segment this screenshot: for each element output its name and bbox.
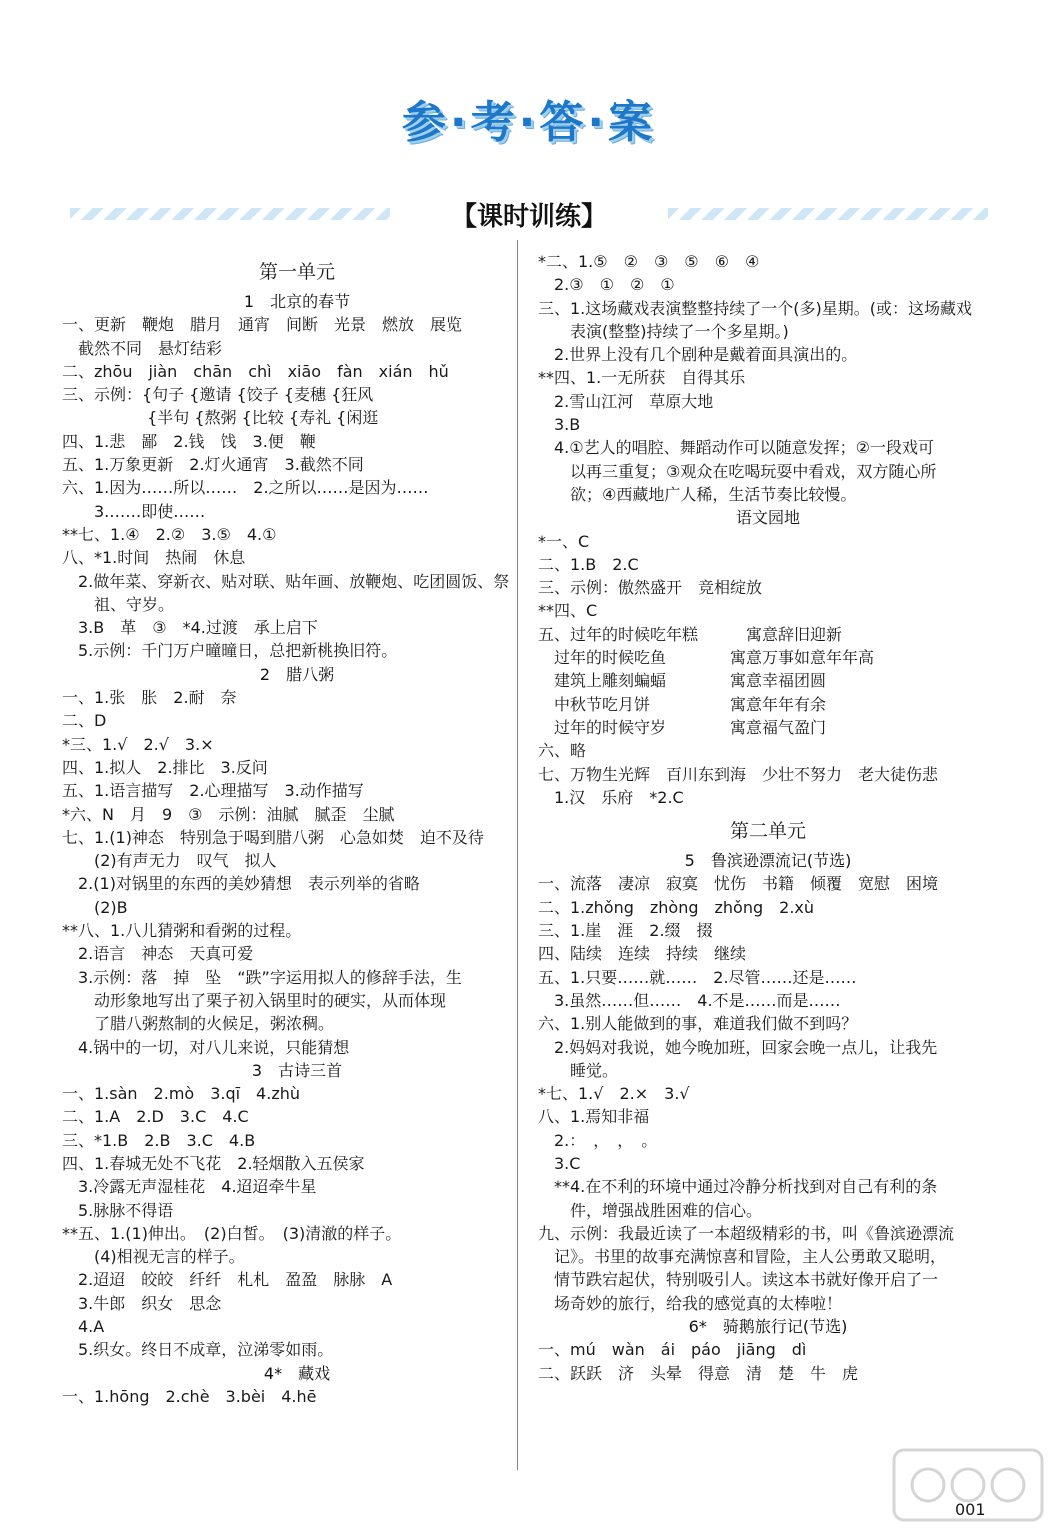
answer-line: 五、1.语言描写 2.心理描写 3.动作描写 bbox=[62, 781, 364, 801]
section-title: 【课时训练】 bbox=[450, 202, 607, 232]
answer-line: 情节跌宕起伏，特别吸引人。读这本书就好像开启了一 bbox=[538, 1270, 939, 1290]
answer-line: 动形象地写出了栗子初入锅里时的硬实，从而体现 bbox=[62, 990, 447, 1010]
answer-line: 一、1.hōng 2.chè 3.bèi 4.hē bbox=[62, 1386, 317, 1406]
answer-line: *七、1.√ 2.× 3.√ bbox=[538, 1084, 690, 1104]
column-divider bbox=[517, 240, 518, 1470]
answer-line: 3.冷露无声湿桂花 4.迢迢牵牛星 bbox=[62, 1177, 317, 1197]
answer-line: 三、示例：傲然盛开 竞相绽放 bbox=[538, 578, 763, 598]
lesson-heading: 3 古诗三首 bbox=[251, 1060, 343, 1080]
answer-line: 二、1.B 2.C bbox=[538, 554, 639, 574]
answer-line: 过年的时候吃鱼 寓意万事如意年年高 bbox=[538, 648, 875, 668]
answer-line: 3.B bbox=[538, 415, 581, 435]
answer-line: 二、跃跃 济 头晕 得意 清 楚 牛 虎 bbox=[538, 1363, 859, 1383]
answer-line: 2.(1)对锅里的东西的美妙猜想 表示列举的省略 bbox=[62, 874, 420, 894]
lesson-heading: 4* 藏戏 bbox=[263, 1363, 331, 1383]
answer-line: 三、1.这场藏戏表演整整持续了一个(多)星期。(或：这场藏戏 bbox=[538, 298, 972, 318]
answer-line: 二、zhōu jiàn chān chì xiāo fàn xián hǔ bbox=[62, 361, 449, 381]
lesson-heading: 5 鲁滨逊漂流记(节选) bbox=[684, 851, 852, 871]
answer-line: *一、C bbox=[538, 531, 590, 551]
answer-line: 二、1.A 2.D 3.C 4.C bbox=[62, 1107, 249, 1127]
answer-line: 四、1.春城无处不飞花 2.轻烟散入五侯家 bbox=[62, 1153, 365, 1173]
answer-line: **4.在不利的环境中通过冷静分析找到对自己有利的条 bbox=[538, 1177, 938, 1197]
answer-line: 一、更新 鞭炮 腊月 通宵 间断 光景 燃放 展览 bbox=[62, 315, 463, 335]
answer-line: 2.： ， ， 。 bbox=[538, 1130, 658, 1150]
answer-line: 2.妈妈对我说，她今晚加班，回家会晚一点儿，让我先 bbox=[538, 1037, 938, 1057]
answer-line: **四、C bbox=[538, 601, 598, 621]
answer-line: 九、示例：我最近读了一本超级精彩的书，叫《鲁滨逊漂流 bbox=[538, 1223, 955, 1243]
answer-line: 5.示例：千门万户曈曈日，总把新桃换旧符。 bbox=[62, 641, 398, 661]
unit-heading: 第二单元 bbox=[729, 820, 806, 843]
answer-line: 2.做年菜、穿新衣、贴对联、贴年画、放鞭炮、吃团圆饭、祭 bbox=[62, 571, 510, 591]
section-banner bbox=[70, 196, 988, 232]
answer-line: 2.世界上没有几个剧种是戴着面具演出的。 bbox=[538, 345, 858, 365]
answer-line: 3.牛郎 织女 思念 bbox=[62, 1293, 222, 1313]
answer-line: (2)B bbox=[62, 897, 128, 917]
answer-line: **四、1.一无所获 自得其乐 bbox=[538, 368, 746, 388]
answer-line: (2)有声无力 叹气 拟人 bbox=[62, 851, 277, 871]
answer-line: 睡觉。 bbox=[538, 1060, 619, 1080]
answer-line: 表演(整整)持续了一个多星期。) bbox=[538, 321, 789, 341]
answer-line: 5.织女。终日不成章，泣涕零如雨。 bbox=[62, 1340, 334, 1360]
answer-line: 五、1.万象更新 2.灯火通宵 3.截然不同 bbox=[62, 455, 364, 475]
answer-line: 一、mú wàn ái páo jiāng dì bbox=[538, 1340, 807, 1360]
lesson-heading: 语文园地 bbox=[735, 508, 800, 528]
answer-line: **七、1.④ 2.② 3.⑤ 4.① bbox=[62, 524, 277, 544]
answer-line: 八、1.焉知非福 bbox=[538, 1107, 650, 1127]
answer-line: 五、1.只要……就…… 2.尽管……还是…… bbox=[538, 967, 857, 987]
answer-line: 4.锅中的一切，对八儿来说，只能猜想 bbox=[62, 1037, 350, 1057]
answer-line: 建筑上雕刻蝙蝠 寓意幸福团圆 bbox=[538, 671, 827, 691]
answer-line: *六、N 月 9 ③ 示例：油腻 腻歪 尘腻 bbox=[62, 804, 395, 824]
answer-line: 1.汉 乐府 *2.C bbox=[538, 787, 684, 807]
answer-line: {半句 {熬粥 {比较 {寿礼 {闲逛 bbox=[62, 408, 379, 428]
lesson-heading: 2 腊八粥 bbox=[259, 664, 335, 684]
watermark-logo-icon bbox=[888, 1440, 1048, 1530]
answer-line: 3.B 革 ③ *4.过渡 承上启下 bbox=[62, 618, 318, 638]
answer-line: 二、1.zhǒng zhòng zhǒng 2.xù bbox=[538, 897, 815, 917]
answer-line: 4.A bbox=[62, 1317, 105, 1337]
answer-line: 三、1.崖 涯 2.缀 掇 bbox=[538, 921, 713, 941]
answer-line: 过年的时候守岁 寓意福气盈门 bbox=[538, 717, 827, 737]
answer-line: 2.③ ① ② ① bbox=[538, 275, 675, 295]
right-column bbox=[538, 250, 998, 1385]
answer-line: 了腊八粥熬制的火候足，粥浓稠。 bbox=[62, 1014, 335, 1034]
page-title: 参·考·答·案 bbox=[401, 97, 657, 148]
answer-line: 六、1.因为……所以…… 2.之所以……是因为…… bbox=[62, 478, 429, 498]
answer-line: **八、1.八儿猜粥和看粥的过程。 bbox=[62, 921, 302, 941]
answer-line: 五、过年的时候吃年糕 寓意辞旧迎新 bbox=[538, 624, 843, 644]
answer-line: *二、1.⑤ ② ③ ⑤ ⑥ ④ bbox=[538, 252, 760, 271]
answer-line: 欲；④西藏地广人稀，生活节奏比较慢。 bbox=[538, 484, 857, 504]
stripe-decoration-right bbox=[668, 208, 988, 220]
answer-line: 截然不同 悬灯结彩 bbox=[62, 338, 223, 358]
answer-line: 记》。书里的故事充满惊喜和冒险，主人公勇敢又聪明， bbox=[538, 1247, 947, 1267]
answer-line: 四、1.悲 鄙 2.钱 饯 3.便 鞭 bbox=[62, 431, 316, 451]
stripe-decoration-left bbox=[70, 208, 390, 220]
answer-line: 一、1.张 胀 2.耐 奈 bbox=[62, 688, 237, 708]
answer-line: 祖、守岁。 bbox=[62, 594, 175, 614]
answer-line: 3.C bbox=[538, 1153, 581, 1173]
answer-line: 四、陆续 连续 持续 继续 bbox=[538, 944, 747, 964]
unit-heading: 第一单元 bbox=[258, 261, 335, 283]
answer-line: 七、万物生光辉 百川东到海 少壮不努力 老大徒伤悲 bbox=[538, 764, 939, 784]
answer-line: 一、1.sàn 2.mò 3.qī 4.zhù bbox=[62, 1084, 301, 1104]
answer-line: 2.语言 神态 天真可爱 bbox=[62, 944, 254, 964]
answer-line: 六、1.别人能做到的事，难道我们做不到吗？ bbox=[538, 1014, 858, 1034]
answer-line: **五、1.(1)伸出。 (2)白皙。 (3)清澈的样子。 bbox=[62, 1223, 402, 1243]
left-column bbox=[62, 250, 532, 1408]
answer-line: 八、*1.时间 热闹 休息 bbox=[62, 548, 246, 568]
answer-line: 3.……即使…… bbox=[62, 501, 206, 521]
lesson-heading: 6* 骑鹅旅行记(节选) bbox=[688, 1317, 848, 1337]
answer-line: 场奇妙的旅行，给我的感觉真的太棒啦！ bbox=[538, 1293, 843, 1313]
answer-line: 一、流落 凄凉 寂寞 忧伤 书籍 倾覆 宽慰 困境 bbox=[538, 874, 939, 894]
answer-line: 中秋节吃月饼 寓意年年有余 bbox=[538, 694, 827, 714]
answer-line: 2.雪山江河 草原大地 bbox=[538, 391, 714, 411]
page-number: 001 bbox=[955, 1500, 986, 1519]
answer-line: (4)相视无言的样子。 bbox=[62, 1247, 245, 1267]
answer-line: 3.示例：落 掉 坠 “跌”字运用拟人的修辞手法，生 bbox=[62, 967, 462, 987]
answer-line: 5.脉脉不得语 bbox=[62, 1200, 174, 1220]
answer-line: *三、1.√ 2.√ 3.× bbox=[62, 734, 214, 754]
answer-line: 三、示例：{句子 {邀请 {饺子 {麦穗 {狂风 bbox=[62, 385, 374, 405]
answer-line: 以再三重复；③观众在吃喝玩耍中看戏，双方随心所 bbox=[538, 461, 937, 481]
answer-line: 三、*1.B 2.B 3.C 4.B bbox=[62, 1130, 256, 1150]
answer-line: 2.迢迢 皎皎 纤纤 札札 盈盈 脉脉 A bbox=[62, 1270, 393, 1290]
answer-line: 六、略 bbox=[538, 741, 587, 761]
answer-line: 3.虽然……但…… 4.不是……而是…… bbox=[538, 990, 841, 1010]
answer-line: 件，增强战胜困难的信心。 bbox=[538, 1200, 763, 1220]
answer-line: 二、D bbox=[62, 711, 107, 731]
answer-line: 七、1.(1)神态 特别急于喝到腊八粥 心急如焚 迫不及待 bbox=[62, 827, 484, 847]
answer-line: 4.①艺人的唱腔、舞蹈动作可以随意发挥；②一段戏可 bbox=[538, 438, 934, 458]
answer-line: 四、1.拟人 2.排比 3.反问 bbox=[62, 757, 268, 777]
lesson-heading: 1 北京的春节 bbox=[243, 292, 351, 311]
